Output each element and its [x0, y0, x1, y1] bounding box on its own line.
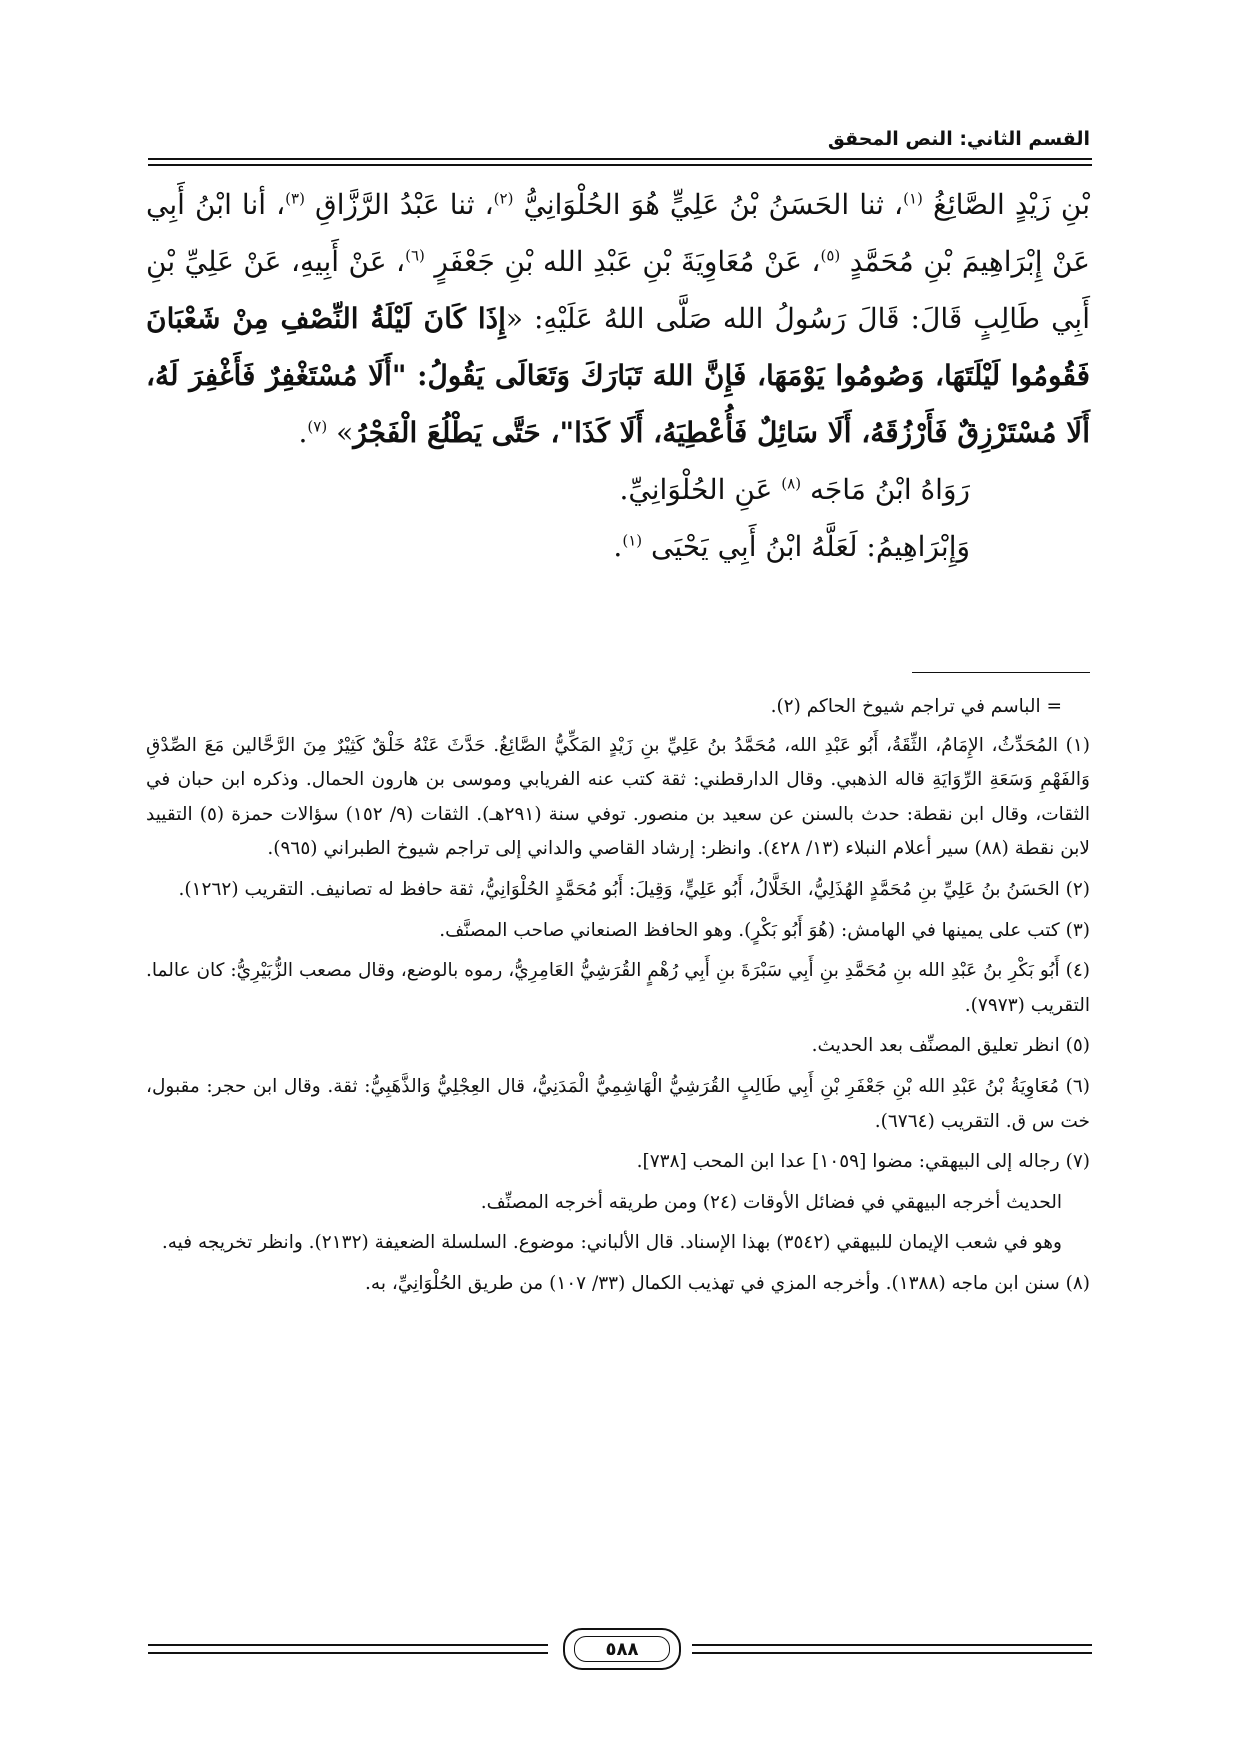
footnote-ref[interactable]: (٦)	[405, 246, 425, 265]
footnote-3: (٣) كتب على يمينها في الهامش: (هُوَ أَبُو بَكْرٍ). وهو الحافظ الصنعاني صاحب المصنَّف.	[439, 919, 1090, 941]
footnote-5: (٥) انظر تعليق المصنِّف بعد الحديث.	[811, 1035, 1090, 1057]
page-number: ٥٨٨	[574, 1636, 670, 1662]
footnote-ref[interactable]: (٥)	[820, 246, 841, 265]
isnad-segment: ، ثنا الحَسَنُ بْنُ عَلِيٍّ هُوَ الحُلْوَانِيُّ	[523, 188, 904, 221]
page-number-frame	[563, 1628, 681, 1670]
hadith-text: إِذَا كَانَ لَيْلَةُ النِّصْفِ مِنْ شَعْبَانَ فَقُومُوا لَيْلَتَهَا، وَصُومُوا يَوْمَهَا، فَإِنَّ اللهَ تَبَارَكَ وَتَعَالَى يَقُولُ: "أَلَا مُسْتَغْفِرٌ فَأَغْفِرَ لَهُ، أَلَا مُسْتَرْزِقٌ فَأَرْزُقَهُ، أَلَا سَائِلٌ فَأُعْطِيَهُ، أَلَا كَذَا"، حَتَّى يَطْلُعَ الْفَجْرُ	[146, 302, 1090, 449]
footnote-ref[interactable]: (٣)	[285, 189, 305, 208]
period: .	[613, 530, 623, 563]
footnote-7-shuab: وهو في شعب الإيمان للبيهقي (٣٥٤٢) بهذا الإسناد. قال الألباني: موضوع. السلسلة الضعيفة (٢١٣٢). وانظر تخريجه فيه.	[161, 1232, 1062, 1254]
running-header: القسم الثاني: النص المحقق	[827, 128, 1090, 150]
footer-rule-left-top	[148, 1644, 548, 1646]
footnote-1: (١) المُحَدِّثُ، الإِمَامُ، الثِّقَةُ، أَبُو عَبْدِ الله، مُحَمَّدُ بنُ عَلِيِّ بنِ زَيْدٍ المَكِّيُّ الصَّائِغُ. حَدَّثَ عَنْهُ خَلْقٌ كَثِيْرٌ مِنَ الرَّحَّالين مَعَ الصِّدْقِ وَالفَهْمِ وَسَعَةِ الرِّوَايَةِ قاله الذهبي. وقال الدارقطني: ثقة كتب عنه الفريابي وموسى بن هارون الحمال. وذكره ابن حبان في الثقات، وقال ابن نقطة: حدث بالسنن عن سعيد بن منصور. توفي سنة (٢٩١هـ). الثقات (٩/ ١٥٢) سؤالات حمزة (٥) التقييد لابن نقطة (٨٨) سير أعلام النبلاء (١٣/ ٤٢٨). وانظر: إرشاد القاصي والداني إلى تراجم شيوخ الطبراني (٩٦٥).	[146, 734, 1090, 860]
footnote-6: (٦) مُعَاوِيَةُ بْنُ عَبْدِ الله بْنِ جَعْفَرِ بْنِ أَبِي طَالِبٍ القُرَشِيُّ الْهَاشِمِيُّ الْمَدَنِيُّ، قال العِجْلِيُّ وَالذَّهَبِيُّ: ثقة. وقال ابن حجر: مقبول، خت س ق. التقريب (٦٧٦٤).	[146, 1075, 1090, 1132]
header-rule-bottom	[148, 164, 1092, 166]
riwaya-line	[146, 461, 970, 518]
footer-rule-right-top	[692, 1644, 1092, 1646]
footnotes	[146, 690, 1090, 1308]
footnote-7: (٧) رجاله إلى البيهقي: مضوا [١٠٥٩] عدا ابن المحب [٧٣٨].	[636, 1151, 1090, 1173]
footnote-ref[interactable]: (١)	[903, 189, 923, 208]
main-text	[146, 176, 1090, 575]
quote-close: »	[336, 416, 354, 449]
footnote-8: (٨) سنن ابن ماجه (١٣٨٨). وأخرجه المزي في تهذيب الكمال (٣٣/ ١٠٧) من طريق الحُلْوَانِيِّ، به.	[365, 1272, 1090, 1294]
footnote-continuation: = الباسم في تراجم شيوخ الحاكم (٢).	[770, 696, 1062, 717]
footer-rule-right-bottom	[692, 1652, 1092, 1654]
header-rule-top	[148, 158, 1092, 160]
isnad-paragraph	[146, 176, 1090, 461]
footer-rule-left-bottom	[148, 1652, 548, 1654]
isnad-segment: ، عَنْ مُعَاوِيَةَ بْنِ عَبْدِ الله بْنِ جَعْفَرٍ	[434, 245, 821, 278]
riwaya-text: رَوَاهُ ابْنُ مَاجَه	[809, 473, 970, 506]
footnote-4: (٤) أَبُو بَكْرِ بنُ عَبْدِ الله بنِ مُحَمَّدِ بنِ أَبِي سَبْرَةَ بنِ أَبِي رُهْمٍ القُرَشِيُّ العَامِرِيُّ، رموه بالوضع، وقال مصعب الزُّبَيْرِيُّ: كان عالما. التقريب (٧٩٧٣).	[146, 960, 1090, 1016]
footnote-separator	[912, 672, 1090, 673]
isnad-segment: ، عَنْ أَبِيهِ، عَنْ عَلِيِّ بْنِ أَبِي طَالِبٍ قَالَ: قَالَ رَسُولُ الله صَلَّى اللهُ عَلَيْهِ: «	[146, 245, 1091, 335]
footnote-7-takhrij: الحديث أخرجه البيهقي في فضائل الأوقات (٢٤) ومن طريقه أخرجه المصنِّف.	[480, 1191, 1062, 1213]
footnote-ref[interactable]: (٨)	[781, 474, 802, 493]
isnad-segment: ، أنا ابْنُ أَبِي عَنْ إِبْرَاهِيمَ بْنِ مُحَمَّدٍ	[146, 188, 1091, 278]
footnote-ref[interactable]: (٧)	[307, 417, 328, 436]
isnad-segment: ، ثنا عَبْدُ الرَّزَّاقِ	[315, 188, 494, 221]
footnote-ref[interactable]: (٢)	[493, 189, 514, 208]
footnote-ref[interactable]: (١)	[622, 531, 643, 550]
footnote-2: (٢) الحَسَنُ بنُ عَلِيِّ بنِ مُحَمَّدٍ الهُذَلِيُّ، الخَلَّالُ، أَبُو عَلِيٍّ، وَقِيلَ: أَبُو مُحَمَّدٍ الحُلْوَانِيُّ، ثقة حافظ له تصانيف. التقريب (١٢٦٢).	[178, 878, 1090, 900]
riwaya-text: عَنِ الحُلْوَانِيِّ.	[619, 473, 773, 506]
ibrahim-text: وَإِبْرَاهِيمُ: لَعَلَّهُ ابْنُ أَبِي يَحْيَى	[651, 530, 970, 563]
isnad-segment: بْنِ زَيْدٍ الصَّائِغُ	[932, 188, 1091, 221]
ibrahim-line	[146, 518, 970, 575]
period: .	[298, 416, 308, 449]
